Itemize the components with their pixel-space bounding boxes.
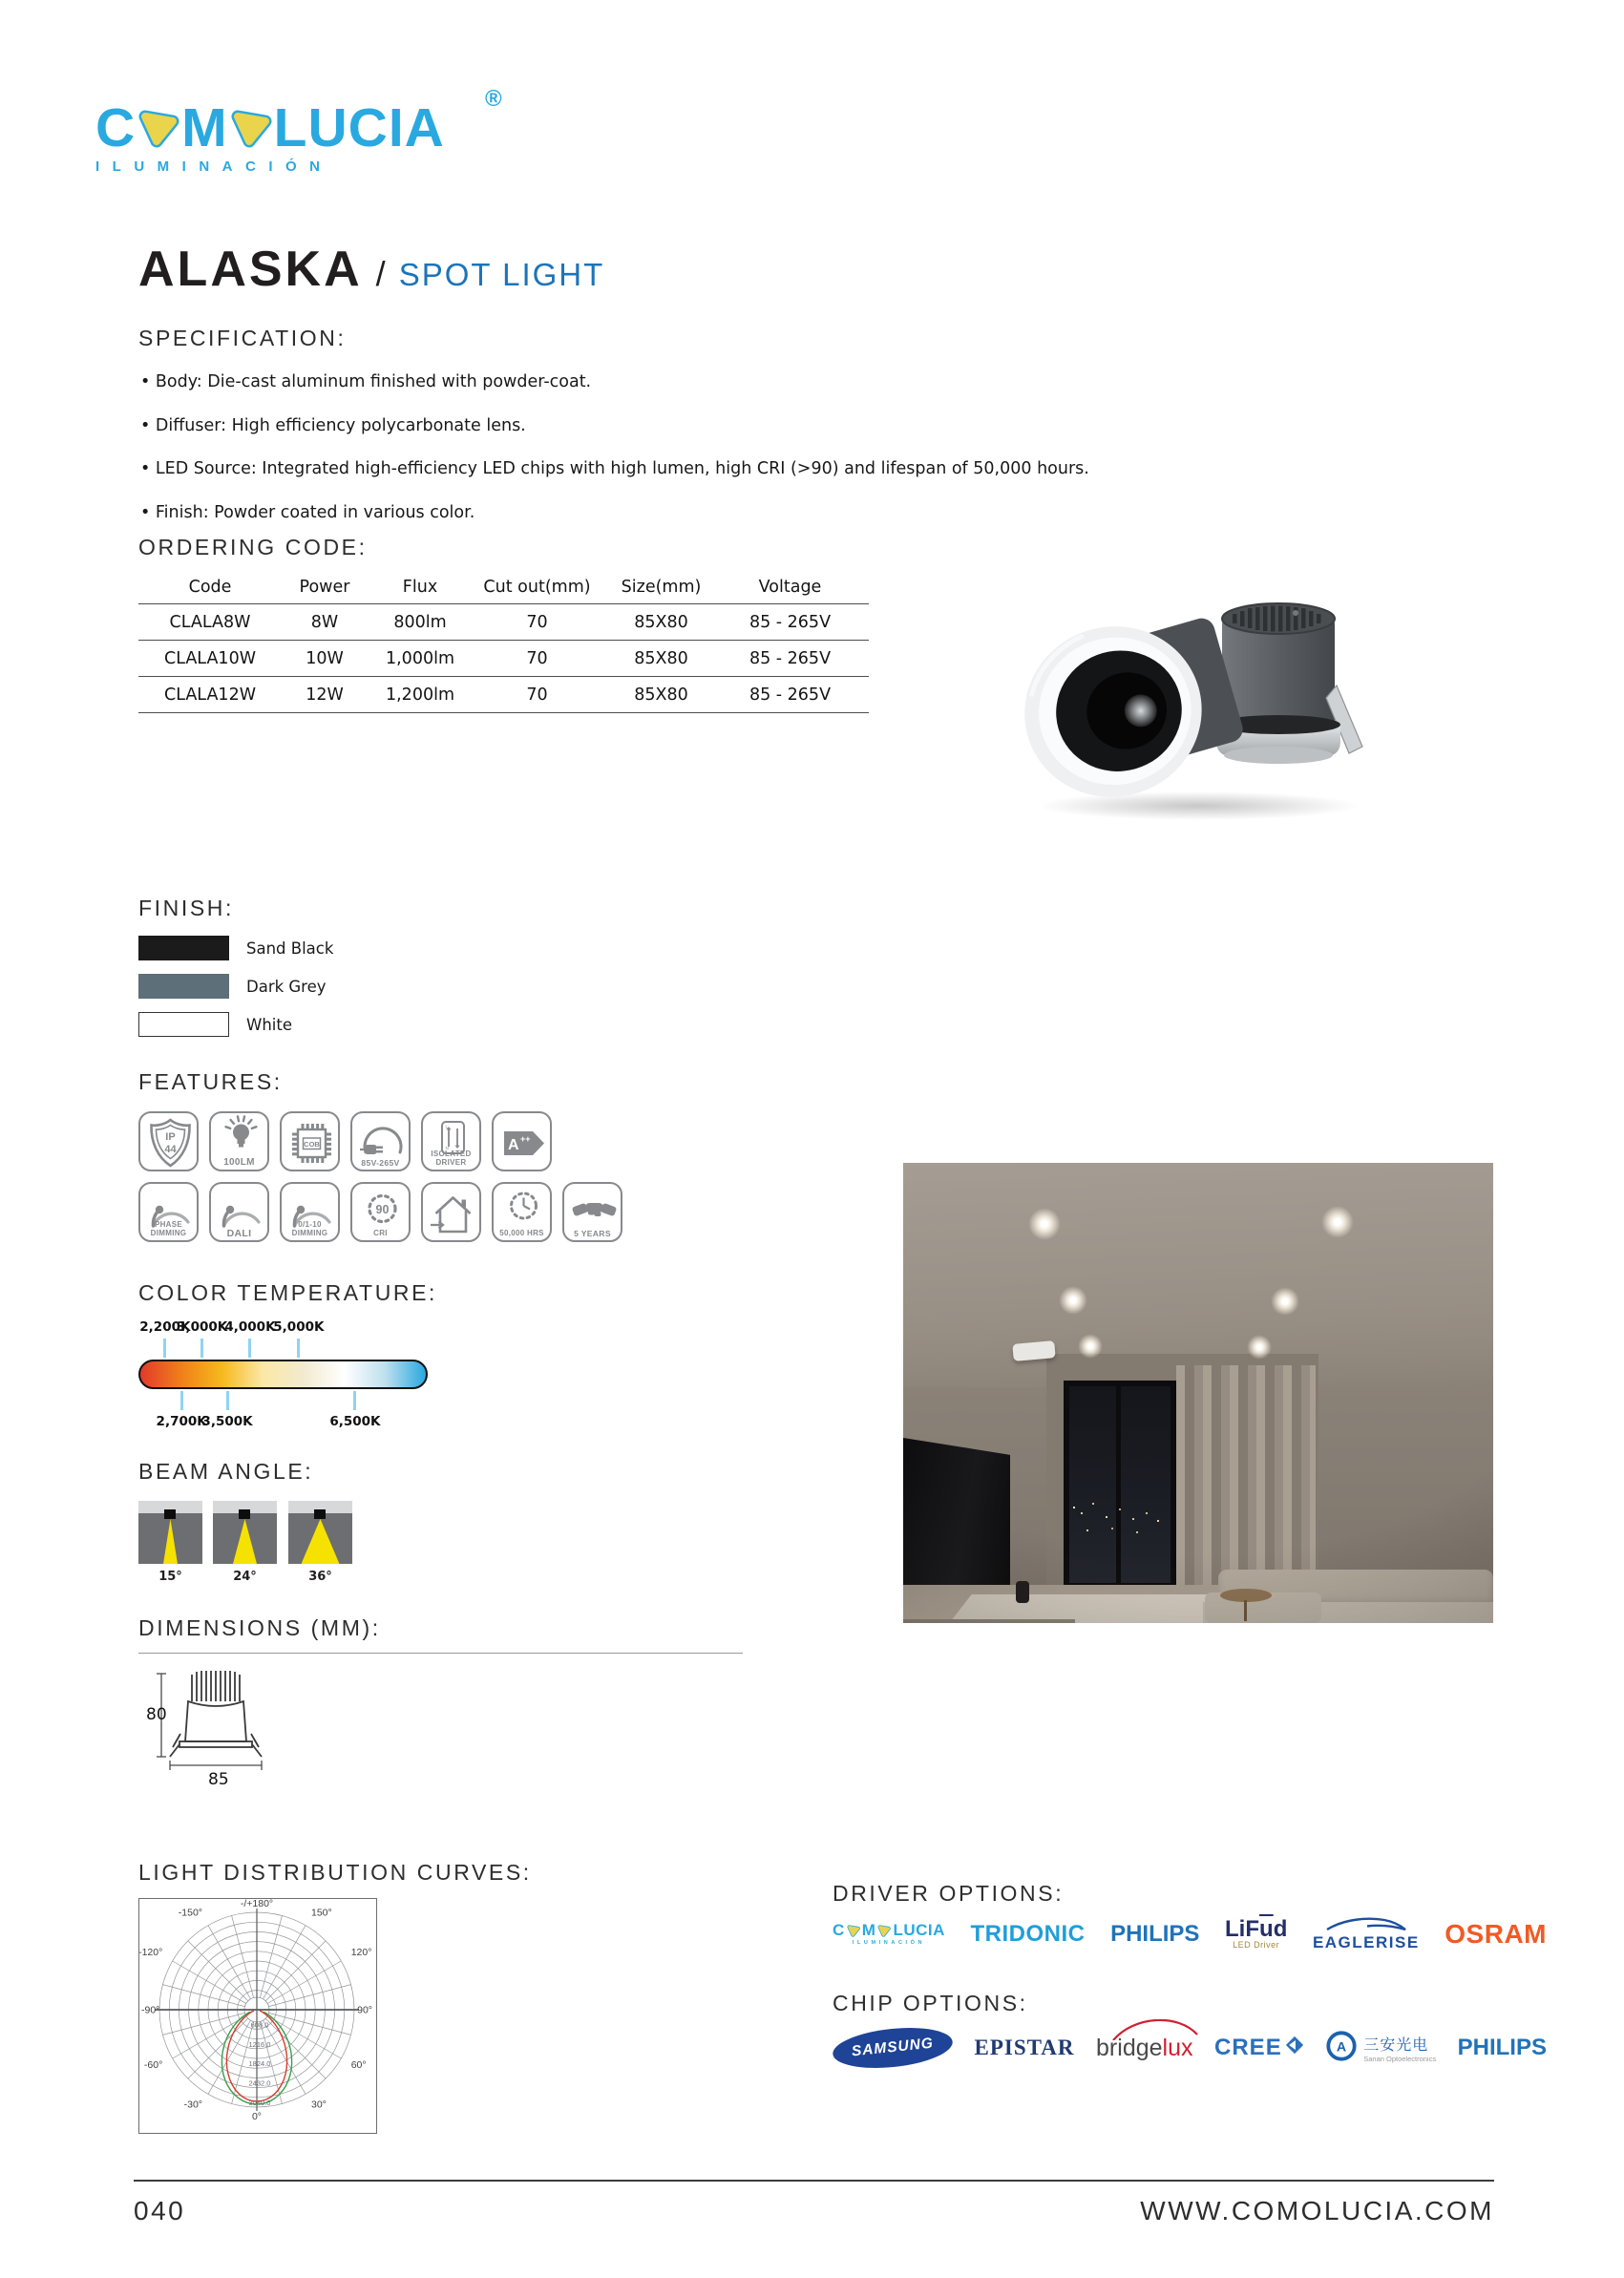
brand-text: PHILIPS <box>1110 1921 1200 1947</box>
svg-text:-60°: -60° <box>143 2059 163 2071</box>
feature-house-icon <box>421 1182 481 1242</box>
table-cell: CLALA8W <box>169 612 251 632</box>
brand-logo-sanan <box>1325 2030 1436 2067</box>
brand-text: PHILIPS <box>1457 2035 1547 2060</box>
brand-logo-comolucia <box>833 1923 945 1946</box>
feature-energy-icon <box>492 1111 552 1171</box>
temperature-label: 2,200K <box>139 1319 191 1335</box>
table-row <box>138 604 869 640</box>
table-cell: 12W <box>306 685 344 705</box>
brand-logo-sanan-row <box>1325 2030 1436 2067</box>
spec-bullet-item: • Diffuser: High efficiency polycarbonate lens. <box>140 415 526 435</box>
svg-text:44: 44 <box>164 1144 177 1155</box>
spec-bullet-item: • Finish: Powder coated in various color. <box>140 502 475 522</box>
product-name: ALASKA <box>138 242 363 297</box>
finish-option <box>138 936 333 960</box>
dimension-height-label: 80 <box>146 1705 167 1724</box>
cree-diamond-icon <box>1285 2035 1304 2061</box>
svg-text:++: ++ <box>520 1134 531 1144</box>
table-cell: 1,200lm <box>385 685 454 705</box>
temperature-tick <box>226 1391 229 1410</box>
dimension-width-label: 85 <box>208 1770 229 1788</box>
brand-logo-philips <box>1110 1921 1199 1948</box>
color-temperature-bar <box>138 1360 428 1389</box>
finish-label: White <box>246 1015 292 1034</box>
table-cell: 85 - 265V <box>749 612 832 632</box>
mini-logo-subtitle: ILUMINACIÓN <box>852 1940 926 1946</box>
logo-letter: U <box>903 1921 917 1939</box>
table-cell: 85X80 <box>634 685 688 705</box>
product-type: SPOT LIGHT <box>398 257 605 292</box>
page-number: 040 <box>134 2196 186 2225</box>
table-cell: 85 - 265V <box>749 648 832 668</box>
svg-text:120°: 120° <box>350 1947 372 1958</box>
finish-heading: FINISH: <box>138 896 234 920</box>
feature-label: ISOLATED DRIVER <box>431 1150 472 1167</box>
table-cell: CLALA12W <box>163 685 257 705</box>
light-distribution-chart <box>138 1898 377 2134</box>
bridgelux-arc-icon <box>1109 2019 1205 2047</box>
brand-logo-osram <box>1445 1919 1547 1950</box>
logo-o-triangle-icon <box>847 1925 860 1939</box>
svg-text:150°: 150° <box>311 1907 332 1919</box>
temperature-tick <box>297 1339 300 1358</box>
svg-text:-30°: -30° <box>183 2099 202 2111</box>
photo-vignette <box>903 1163 1493 1623</box>
features-heading: FEATURES: <box>138 1069 283 1094</box>
spotlight-render <box>1007 552 1389 829</box>
feature-isolated-icon <box>421 1111 481 1171</box>
logo-letter: I <box>388 97 405 158</box>
brand-subtext: Sanan Optoelectronics <box>1363 2055 1437 2063</box>
feature-label: 5 YEARS <box>574 1228 611 1238</box>
page-title <box>138 241 604 298</box>
temperature-label: 2,700K <box>156 1414 207 1429</box>
logo-letter: U <box>307 97 348 158</box>
brand-text: TRIDONIC <box>970 1921 1086 1947</box>
feature-dial-icon <box>209 1182 269 1242</box>
samsung-ellipse <box>831 2023 954 2074</box>
brand-text: 三安光电 <box>1363 2037 1429 2054</box>
dimensions-divider <box>138 1653 743 1654</box>
logo-letter: A <box>933 1921 945 1939</box>
brand-text: EPISTAR <box>974 2035 1075 2059</box>
feature-label: PHASE DIMMING <box>150 1220 187 1237</box>
website-url: WWW.COMOLUCIA.COM <box>1140 2196 1494 2225</box>
brand-logo-samsung <box>833 2029 953 2067</box>
logo-o-triangle-icon <box>230 107 272 153</box>
logo-letter: C <box>95 97 137 158</box>
table-cell: 800lm <box>393 612 447 632</box>
sanan-circle-icon <box>1325 2030 1358 2067</box>
logo-letter: C <box>916 1921 928 1939</box>
svg-text:1824.0: 1824.0 <box>248 2059 271 2069</box>
temperature-tick <box>200 1339 203 1358</box>
svg-text:N: N <box>445 1146 449 1150</box>
finish-label: Sand Black <box>246 939 334 958</box>
specification-heading: SPECIFICATION: <box>138 326 347 350</box>
table-cell: 8W <box>310 612 339 632</box>
feature-dial-icon <box>280 1182 340 1242</box>
svg-text:A: A <box>1337 2039 1347 2056</box>
beam-angle-label: 15° <box>158 1570 182 1584</box>
logo-letter: M <box>861 1921 876 1939</box>
table-cell: 70 <box>526 648 548 668</box>
mini-logo-word <box>833 1923 945 1937</box>
brand-logo-philips <box>1458 2035 1547 2061</box>
footer-divider <box>134 2180 1494 2182</box>
temperature-tick <box>248 1339 251 1358</box>
fixture-square <box>164 1509 176 1519</box>
brand-logo-lifud <box>1225 1916 1288 1950</box>
table-divider <box>138 712 869 713</box>
temperature-label: 5,000K <box>273 1319 325 1335</box>
ordering-code-heading: ORDERING CODE: <box>138 535 368 559</box>
temperature-tick <box>163 1339 166 1358</box>
beam-angle-diagram <box>288 1501 352 1564</box>
logo-letter: A <box>404 97 445 158</box>
brand-text-accent: lux <box>1162 2034 1193 2061</box>
driver-options-heading: DRIVER OPTIONS: <box>833 1881 1065 1906</box>
table-cell: 85 - 265V <box>749 685 832 705</box>
temperature-label: 3,000K <box>177 1319 228 1335</box>
svg-text:2432.0: 2432.0 <box>248 2078 271 2088</box>
product-photo <box>1007 552 1389 833</box>
svg-text:30°: 30° <box>311 2099 327 2111</box>
brand-logo-cree <box>1214 2035 1304 2061</box>
brand-text: d <box>1273 1916 1288 1942</box>
beam-angle-label: 24° <box>233 1570 257 1584</box>
svg-text:608.0: 608.0 <box>250 2020 269 2030</box>
logo-letter: L <box>893 1921 904 1939</box>
feature-ip44-icon <box>138 1111 199 1171</box>
registered-mark: ® <box>485 86 502 112</box>
svg-text:L: L <box>445 1124 449 1129</box>
logo-letter: L <box>273 97 308 158</box>
brand-text: EAGLERISE <box>1312 1932 1420 1951</box>
fixture-square <box>314 1509 326 1519</box>
finish-label: Dark Grey <box>246 977 327 996</box>
table-cell: 10W <box>306 648 344 668</box>
brand-logo-subtitle: ILUMINACIÓN <box>95 158 333 175</box>
brand-text <box>1096 2035 1192 2062</box>
table-row <box>138 677 869 712</box>
brand-logo <box>95 97 445 175</box>
chip-brand-logos <box>833 2022 1547 2074</box>
feature-clock-icon <box>492 1182 552 1242</box>
feature-cri-icon <box>350 1182 411 1242</box>
svg-text:90°: 90° <box>357 2004 372 2016</box>
brand-text <box>1214 2035 1304 2061</box>
beam-angle-label: 36° <box>308 1570 332 1584</box>
logo-letter: C <box>833 1921 845 1939</box>
chip-options-heading: CHIP OPTIONS: <box>833 1991 1028 2015</box>
table-cell: 85X80 <box>634 648 688 668</box>
svg-text:3040.0: 3040.0 <box>248 2099 271 2107</box>
table-cell: 70 <box>526 685 548 705</box>
svg-text:0°: 0° <box>251 2111 263 2122</box>
spec-bullet-item: • LED Source: Integrated high-efficiency LED chips with high lumen, high CRI (>90) and lifespan of 50,000 hours. <box>140 459 1089 478</box>
logo-letter: I <box>927 1921 934 1939</box>
brand-text: bridge <box>1096 2034 1163 2061</box>
temperature-label: 3,500K <box>201 1414 253 1429</box>
table-cell: 70 <box>526 612 548 632</box>
brand-text: SAMSUNG <box>851 2035 935 2060</box>
svg-text:60°: 60° <box>350 2059 367 2071</box>
table-cell: CLALA10W <box>163 648 257 668</box>
table-cell: Flux <box>402 578 438 597</box>
beam-angle-diagram <box>138 1501 202 1564</box>
table-cell: Voltage <box>758 578 822 597</box>
brand-logo-eaglerise <box>1313 1917 1420 1952</box>
temperature-tick <box>353 1391 356 1410</box>
svg-text:-90°: -90° <box>141 2004 160 2016</box>
title-separator: / <box>375 254 386 293</box>
driver-brand-logos <box>833 1909 1547 1959</box>
svg-text:-150°: -150° <box>178 1907 202 1919</box>
feature-handshake-icon <box>562 1182 622 1242</box>
spec-bullet-item: • Body: Die-cast aluminum finished with powder-coat. <box>140 372 592 391</box>
finish-swatch <box>138 936 229 960</box>
brand-logo-bridgelux <box>1096 2035 1192 2062</box>
temperature-label: 4,000K <box>224 1319 276 1335</box>
finish-swatch <box>138 974 229 999</box>
brand-text <box>1225 1916 1288 1942</box>
svg-text:1216.0: 1216.0 <box>248 2039 271 2049</box>
beam-cone <box>233 1519 257 1564</box>
logo-o-triangle-icon <box>137 107 179 153</box>
finish-option <box>138 1012 292 1037</box>
table-cell: Size(mm) <box>621 578 702 597</box>
feature-voltage-icon <box>350 1111 411 1171</box>
feature-label: 0/1-10 DIMMING <box>291 1220 328 1237</box>
table-cell: 85X80 <box>634 612 688 632</box>
svg-text:-/+180°: -/+180° <box>240 1899 274 1909</box>
brand-text: $\overline{u}$ <box>1259 1916 1274 1942</box>
feature-lumen-icon <box>209 1111 269 1171</box>
brand-logo-word <box>95 97 445 158</box>
dimensions-drawing <box>138 1669 301 1793</box>
svg-text:A: A <box>508 1137 519 1153</box>
feature-label: 50,000 HRS <box>499 1228 544 1237</box>
logo-letter: C <box>348 97 389 158</box>
sanan-text-col <box>1363 2033 1436 2063</box>
beam-angle-diagram <box>213 1501 277 1564</box>
fixture-square <box>239 1509 250 1519</box>
feature-cob-icon <box>280 1111 340 1171</box>
beam-cone <box>163 1519 178 1564</box>
finish-option <box>138 974 327 999</box>
feature-label: CRI <box>373 1228 388 1237</box>
feature-label: DALI <box>226 1227 252 1239</box>
svg-text:90: 90 <box>375 1203 390 1216</box>
finish-swatch <box>138 1012 229 1037</box>
svg-text:-120°: -120° <box>139 1947 163 1958</box>
svg-text:COB: COB <box>304 1140 320 1149</box>
feature-label: 100LM <box>223 1156 255 1168</box>
logo-o-triangle-icon <box>877 1925 891 1939</box>
table-row <box>138 641 869 676</box>
table-cell: Cut out(mm) <box>483 578 591 597</box>
brand-text: CREE <box>1214 2035 1282 2060</box>
dimensions-heading: DIMENSIONS (MM): <box>138 1615 381 1640</box>
color-temperature-heading: COLOR TEMPERATURE: <box>138 1280 438 1305</box>
logo-letter: M <box>181 97 228 158</box>
beam-angle-heading: BEAM ANGLE: <box>138 1459 314 1484</box>
feature-label: 85V-265V <box>361 1157 400 1168</box>
beam-cone <box>302 1519 340 1564</box>
svg-text:IP: IP <box>165 1131 176 1143</box>
brand-subtext: LED Driver <box>1233 1940 1280 1950</box>
application-photo <box>903 1163 1493 1623</box>
brand-logo-tridonic <box>971 1921 1086 1948</box>
feature-dial-icon <box>138 1182 199 1242</box>
brand-text: LiF <box>1225 1916 1260 1942</box>
table-cell: Code <box>188 578 232 597</box>
table-cell: 1,000lm <box>385 648 454 668</box>
table-header-row <box>138 571 869 603</box>
brand-logo-epistar <box>975 2035 1075 2060</box>
temperature-label: 6,500K <box>329 1414 381 1429</box>
brand-text: OSRAM <box>1445 1919 1547 1949</box>
ordering-code-table <box>138 571 869 713</box>
light-distribution-heading: LIGHT DISTRIBUTION CURVES: <box>138 1860 532 1885</box>
temperature-tick <box>180 1391 183 1410</box>
table-cell: Power <box>299 578 350 597</box>
